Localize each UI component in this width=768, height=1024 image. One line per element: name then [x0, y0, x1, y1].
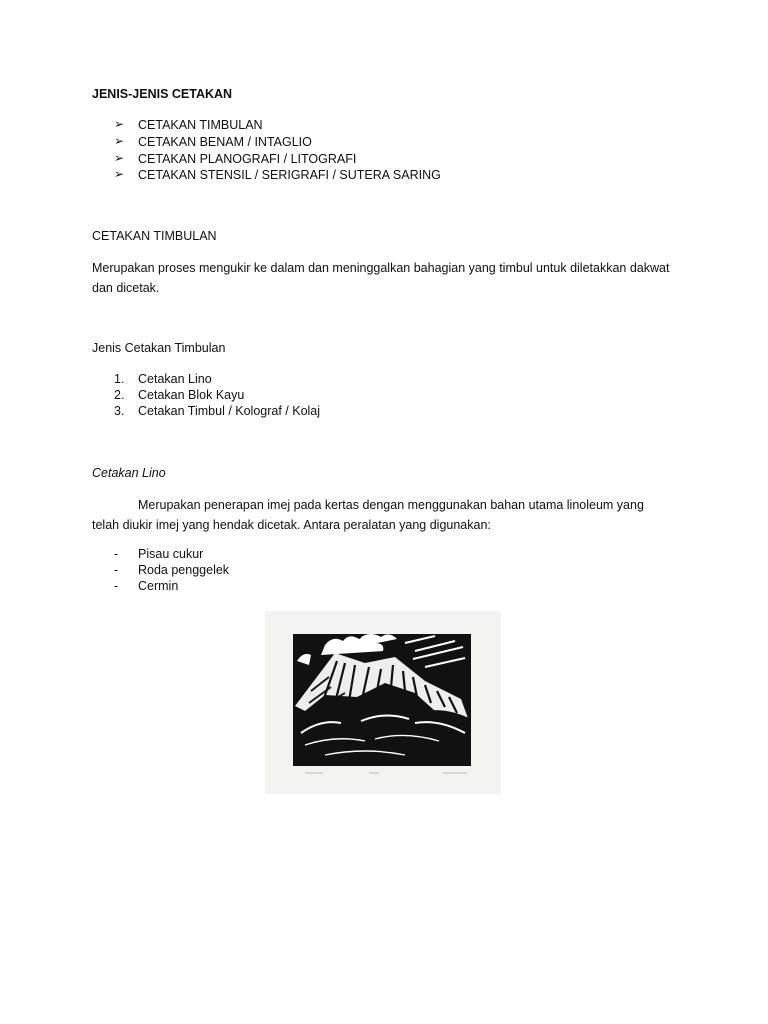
- heading-types: JENIS-JENIS CETAKAN: [92, 87, 233, 101]
- paragraph-lino: Merupakan penerapan imej pada kertas dengan menggunakan bahan utama linoleum yang telah diukir imej yang hendak dicetak. Antara peralatan yang digunakan:: [92, 498, 644, 532]
- section-title-lino: Cetakan Lino: [92, 466, 166, 480]
- linocut-print-image: [265, 611, 501, 794]
- arrow-bullet-icon: ➢: [114, 167, 125, 181]
- mountain-print-icon: [265, 611, 501, 794]
- section-title-timbulan: CETAKAN TIMBULAN: [92, 229, 217, 243]
- arrow-bullet-icon: ➢: [114, 134, 125, 148]
- arrow-bullet-icon: ➢: [114, 151, 125, 165]
- arrow-bullet-icon: ➢: [114, 117, 125, 131]
- document-page: JENIS-JENIS CETAKAN ➢ CETAKAN TIMBULAN ➢ CETAKAN BENAM / INTAGLIO ➢ CETAKAN PLANOGRAFI / LITOGRAFI ➢ CETAKAN STENSIL / SERIGRAFI / SUTERA SARING CETAKAN TIMBULAN Merupakan proses mengukir ke dalam dan meninggalkan bahagian yang timbul untuk diletakkan dakwat dan dicetak. Jenis Cetakan Timbulan 1. Cetakan Lino 2. Cetakan Blok Kayu 3. Cetakan Timbul / Kolograf / Kolaj Cetakan Lino Merupakan penerapan imej pada kertas dengan menggunakan bahan utama linoleum yang telah diukir imej yang hendak dicetak. Antara peralatan yang digunakan: - Pisau cukur - Roda penggelek - Cermin: [0, 0, 768, 1024]
- paragraph-timbulan: Merupakan proses mengukir ke dalam dan meninggalkan bahagian yang timbul untuk diletakkan dakwat dan dicetak.: [92, 261, 670, 295]
- section-title-jenis-timbulan: Jenis Cetakan Timbulan: [92, 341, 226, 355]
